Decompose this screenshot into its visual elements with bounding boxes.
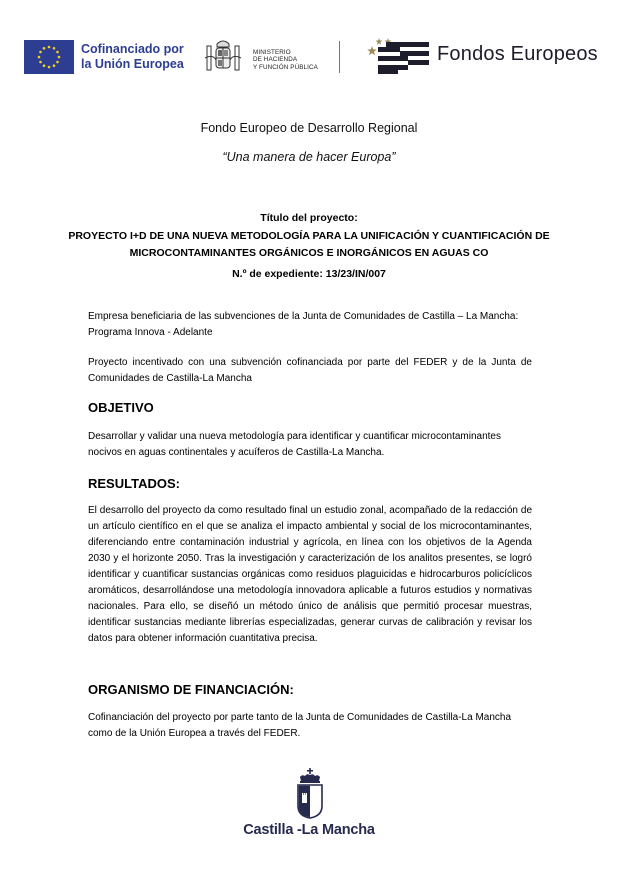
project-title: PROYECTO I+D DE UNA NUEVA METODOLOGÍA PARA LA UNIFICACIÓN Y CUANTIFICACIÓN DE MICROCONTAMINANTES ORGÁNICOS E INORGÁNICOS EN AGUAS CO: [68, 230, 550, 259]
funding-text: Cofinanciación del proyecto por parte tanto de la Junta de Comunidades de Castilla-La Mancha como de la Unión Europea a través del FEDER.: [88, 712, 512, 739]
results-heading: RESULTADOS:: [88, 476, 180, 491]
project-title-label: Título del proyecto:: [260, 212, 358, 224]
file-number: N.º de expediente: 13/23/IN/007: [232, 268, 386, 280]
logo-divider: [339, 41, 340, 73]
fund-name: Fondo Europeo de Desarrollo Regional: [200, 121, 418, 135]
spanish-coat-of-arms-icon: [203, 36, 243, 78]
eu-flag-icon: [24, 40, 74, 74]
fondos-europeos-icon: [367, 33, 433, 81]
fondos-europeos-label: Fondos Europeos: [437, 43, 598, 65]
objective-heading: OBJETIVO: [88, 400, 154, 415]
funding-heading: ORGANISMO DE FINANCIACIÓN:: [88, 682, 294, 697]
fund-motto: “Una manera de hacer Europa”: [222, 150, 396, 164]
castilla-la-mancha-emblem-icon: [294, 768, 326, 820]
ministry-label: MINISTERIO DE HACIENDA Y FUNCIÓN PÚBLICA: [253, 49, 318, 71]
subsidy-paragraph: Proyecto incentivado con una subvención cofinanciada por parte del FEDER y de la Junta de Comunidades de Castilla-La Mancha: [88, 357, 532, 384]
objective-text: Desarrollar y validar una nueva metodología para identificar y cuantificar microcontaminantes nocivos en aguas continentales y acuíferos de Castilla-La Mancha.: [88, 431, 501, 458]
beneficiary-paragraph: Empresa beneficiaria de las subvenciones de la Junta de Comunidades de Castilla – La Mancha: Programa Innova - Adelante: [88, 311, 519, 338]
castilla-la-mancha-label: Castilla -La Mancha: [243, 822, 375, 838]
results-text: El desarrollo del proyecto da como resultado final un estudio zonal, acompañado de la redacción de un artículo científico en el que se analiza el impacto ambiental y social de los microcontaminantes, diferenciando entre contaminación industrial y agrícola, en línea con los objetivos de la Agenda 2030 y el horizonte 2050. Tras la investigación y caracterización de los analitos presentes, se logró identificar y cuantificar sustancias orgánicas como residuos plaguicidas e hidrocarburos policíclicos aromáticos, desarrollándose una metodología innovadora aplicable a futuros estudios y normativas nacionales. Para ello, se diseñó un método único de análisis que permitió procesar muestras, identificar sustancias mediante librerías especializadas, generar curvas de calibración y revisar los datos para obtener información cuantitativa precisa.: [88, 505, 532, 644]
eu-cofinanced-label: Cofinanciado por la Unión Europea: [81, 42, 184, 71]
